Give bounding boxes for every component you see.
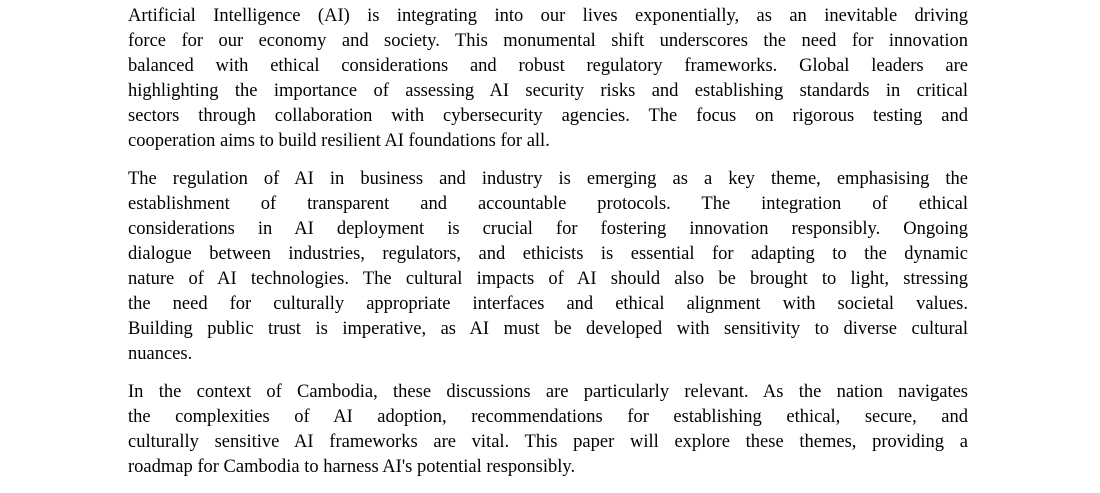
text-line: force for our economy and society. This monumental shift underscores the need for innovation xyxy=(128,31,968,51)
paragraph xyxy=(128,4,968,154)
text-line: nature of AI technologies. The cultural impacts of AI should also be brought to light, stressing xyxy=(128,269,968,289)
text-line: considerations in AI deployment is crucial for fostering innovation responsibly. Ongoing xyxy=(128,219,968,239)
document-body xyxy=(128,4,968,493)
paragraph xyxy=(128,167,968,367)
text-line: the complexities of AI adoption, recommendations for establishing ethical, secure, and xyxy=(128,407,968,427)
text-line: establishment of transparent and accountable protocols. The integration of ethical xyxy=(128,194,968,214)
text-line: nuances. xyxy=(128,344,193,364)
text-line: Building public trust is imperative, as AI must be developed with sensitivity to diverse cultural xyxy=(128,319,968,339)
text-line: The regulation of AI in business and industry is emerging as a key theme, emphasising the xyxy=(128,169,968,189)
text-line: the need for culturally appropriate interfaces and ethical alignment with societal values. xyxy=(128,294,968,314)
text-line: dialogue between industries, regulators, and ethicists is essential for adapting to the dynamic xyxy=(128,244,968,264)
text-line: sectors through collaboration with cybersecurity agencies. The focus on rigorous testing and xyxy=(128,106,968,126)
text-line: Artificial Intelligence (AI) is integrating into our lives exponentially, as an inevitable driving xyxy=(128,6,968,26)
paragraph xyxy=(128,380,968,480)
text-line: culturally sensitive AI frameworks are vital. This paper will explore these themes, providing a xyxy=(128,432,968,452)
text-line: cooperation aims to build resilient AI foundations for all. xyxy=(128,131,550,151)
text-line: balanced with ethical considerations and robust regulatory frameworks. Global leaders are xyxy=(128,56,968,76)
text-line: highlighting the importance of assessing AI security risks and establishing standards in critical xyxy=(128,81,968,101)
text-line: roadmap for Cambodia to harness AI's potential responsibly. xyxy=(128,457,576,477)
text-line: In the context of Cambodia, these discussions are particularly relevant. As the nation navigates xyxy=(128,382,968,402)
